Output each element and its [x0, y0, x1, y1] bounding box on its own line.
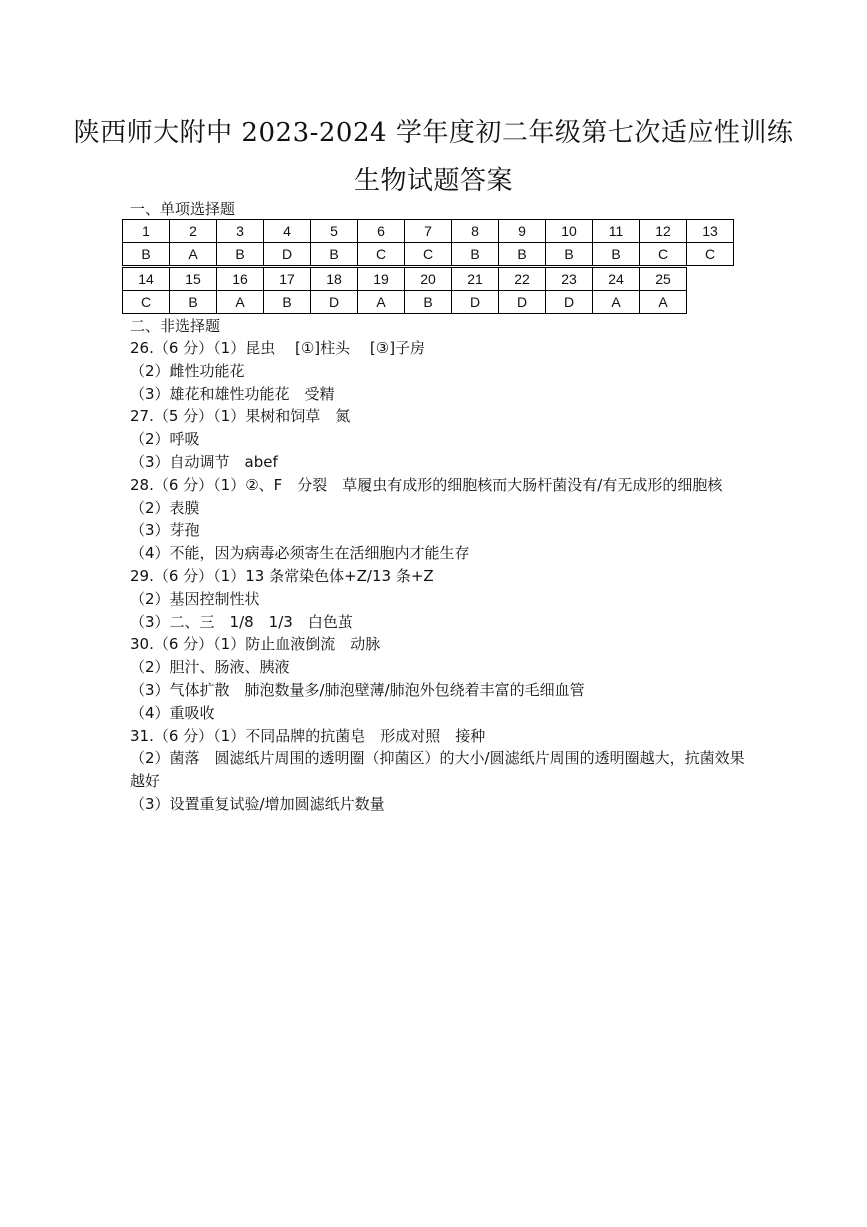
answer-line: 27.（5 分）（1）果树和饲草 氮 — [130, 407, 351, 426]
answer-line: （2）基因控制性状 — [130, 589, 260, 608]
table-cell: A — [593, 291, 640, 314]
table-cell: 21 — [452, 268, 499, 291]
table-cell: B — [499, 243, 546, 266]
table-cell: 16 — [217, 268, 264, 291]
table-cell: 10 — [546, 220, 593, 243]
table-cell: 6 — [358, 220, 405, 243]
table-cell: 13 — [687, 220, 734, 243]
page-subtitle: 生物试题答案 — [353, 166, 513, 196]
table-cell: 11 — [593, 220, 640, 243]
table-cell: 7 — [405, 220, 452, 243]
table-cell: 19 — [358, 268, 405, 291]
answer-line: （2）雌性功能花 — [130, 361, 245, 380]
answer-line: 26.（6 分）（1）昆虫 [①]柱头 [③]子房 — [130, 339, 426, 357]
page-title: 陕西师大附中 2023-2024 学年度初二年级第七次适应性训练 — [73, 118, 794, 148]
table-cell: 8 — [452, 220, 499, 243]
table-cell: B — [546, 243, 593, 266]
answer-row — [123, 243, 734, 266]
table-cell: 9 — [499, 220, 546, 243]
question-number-row — [123, 220, 734, 243]
table-cell: B — [311, 243, 358, 266]
answer-lines — [130, 337, 750, 816]
table-cell: A — [358, 291, 405, 314]
table-cell: B — [405, 291, 452, 314]
table-cell: 24 — [593, 268, 640, 291]
answer-line: （3）雄花和雄性功能花 受精 — [130, 384, 335, 403]
answer-line: （3）气体扩散 肺泡数量多/肺泡壁薄/肺泡外包绕着丰富的毛细血管 — [130, 680, 585, 699]
table-cell: 25 — [640, 268, 687, 291]
table-cell: D — [546, 291, 593, 314]
table-cell: B — [123, 243, 170, 266]
table-cell: 14 — [123, 268, 170, 291]
question-number-row — [123, 268, 687, 291]
answer-line: （3）芽孢 — [130, 521, 200, 540]
answer-line: 29.（6 分）（1）13 条常染色体+Z/13 条+Z — [130, 566, 434, 585]
answer-line: （2）表膜 — [130, 498, 200, 517]
table-cell: 4 — [264, 220, 311, 243]
table-cell: A — [640, 291, 687, 314]
answer-line: （2）呼吸 — [130, 430, 200, 449]
table-cell: 20 — [405, 268, 452, 291]
table-cell: 15 — [170, 268, 217, 291]
answer-line: （3）自动调节 abef — [130, 452, 278, 471]
answer-table-1 — [122, 219, 734, 266]
table-cell: C — [687, 243, 734, 266]
table-cell: B — [452, 243, 499, 266]
table-cell: C — [358, 243, 405, 266]
table-cell: A — [217, 291, 264, 314]
answer-line: （2）菌落 圆滤纸片周围的透明圈（抑菌区）的大小/圆滤纸片周围的透明圈越大，抗菌效果越好 — [130, 749, 745, 791]
answer-line: （4）不能，因为病毒必须寄生在活细胞内才能生存 — [130, 544, 470, 563]
table-cell: 2 — [170, 220, 217, 243]
table-cell: D — [452, 291, 499, 314]
table-cell: 22 — [499, 268, 546, 291]
table-cell: 5 — [311, 220, 358, 243]
answer-table-2 — [122, 267, 687, 314]
table-cell: D — [264, 243, 311, 266]
table-cell: D — [311, 291, 358, 314]
section-heading-non-choice: 二、非选择题 — [130, 317, 221, 335]
table-cell: D — [499, 291, 546, 314]
table-cell: C — [640, 243, 687, 266]
table-cell: B — [170, 291, 217, 314]
answer-line: （2）胆汁、肠液、胰液 — [130, 658, 290, 677]
table-cell: 23 — [546, 268, 593, 291]
table-cell: 1 — [123, 220, 170, 243]
table-cell: C — [405, 243, 452, 266]
table-cell: B — [593, 243, 640, 266]
answer-line: 31.（6 分）（1）不同品牌的抗菌皂 形成对照 接种 — [130, 726, 486, 745]
answer-row — [123, 291, 687, 314]
answer-line: （4）重吸收 — [130, 703, 215, 722]
table-cell: B — [264, 291, 311, 314]
table-cell: B — [217, 243, 264, 266]
table-cell: 12 — [640, 220, 687, 243]
answer-line: （3）二、三 1/8 1/3 白色茧 — [130, 612, 353, 631]
table-cell: 18 — [311, 268, 358, 291]
table-cell: A — [170, 243, 217, 266]
section-heading-multiple-choice: 一、单项选择题 — [130, 200, 236, 218]
table-cell: C — [123, 291, 170, 314]
answer-line: 30.（6 分）（1）防止血液倒流 动脉 — [130, 635, 381, 654]
answer-line: 28.（6 分）（1）②、F 分裂 草履虫有成形的细胞核而大肠杆菌没有/有无成形的细胞核 — [130, 475, 723, 494]
answer-line: （3）设置重复试验/增加圆滤纸片数量 — [130, 794, 385, 813]
table-cell: 17 — [264, 268, 311, 291]
table-cell: 3 — [217, 220, 264, 243]
